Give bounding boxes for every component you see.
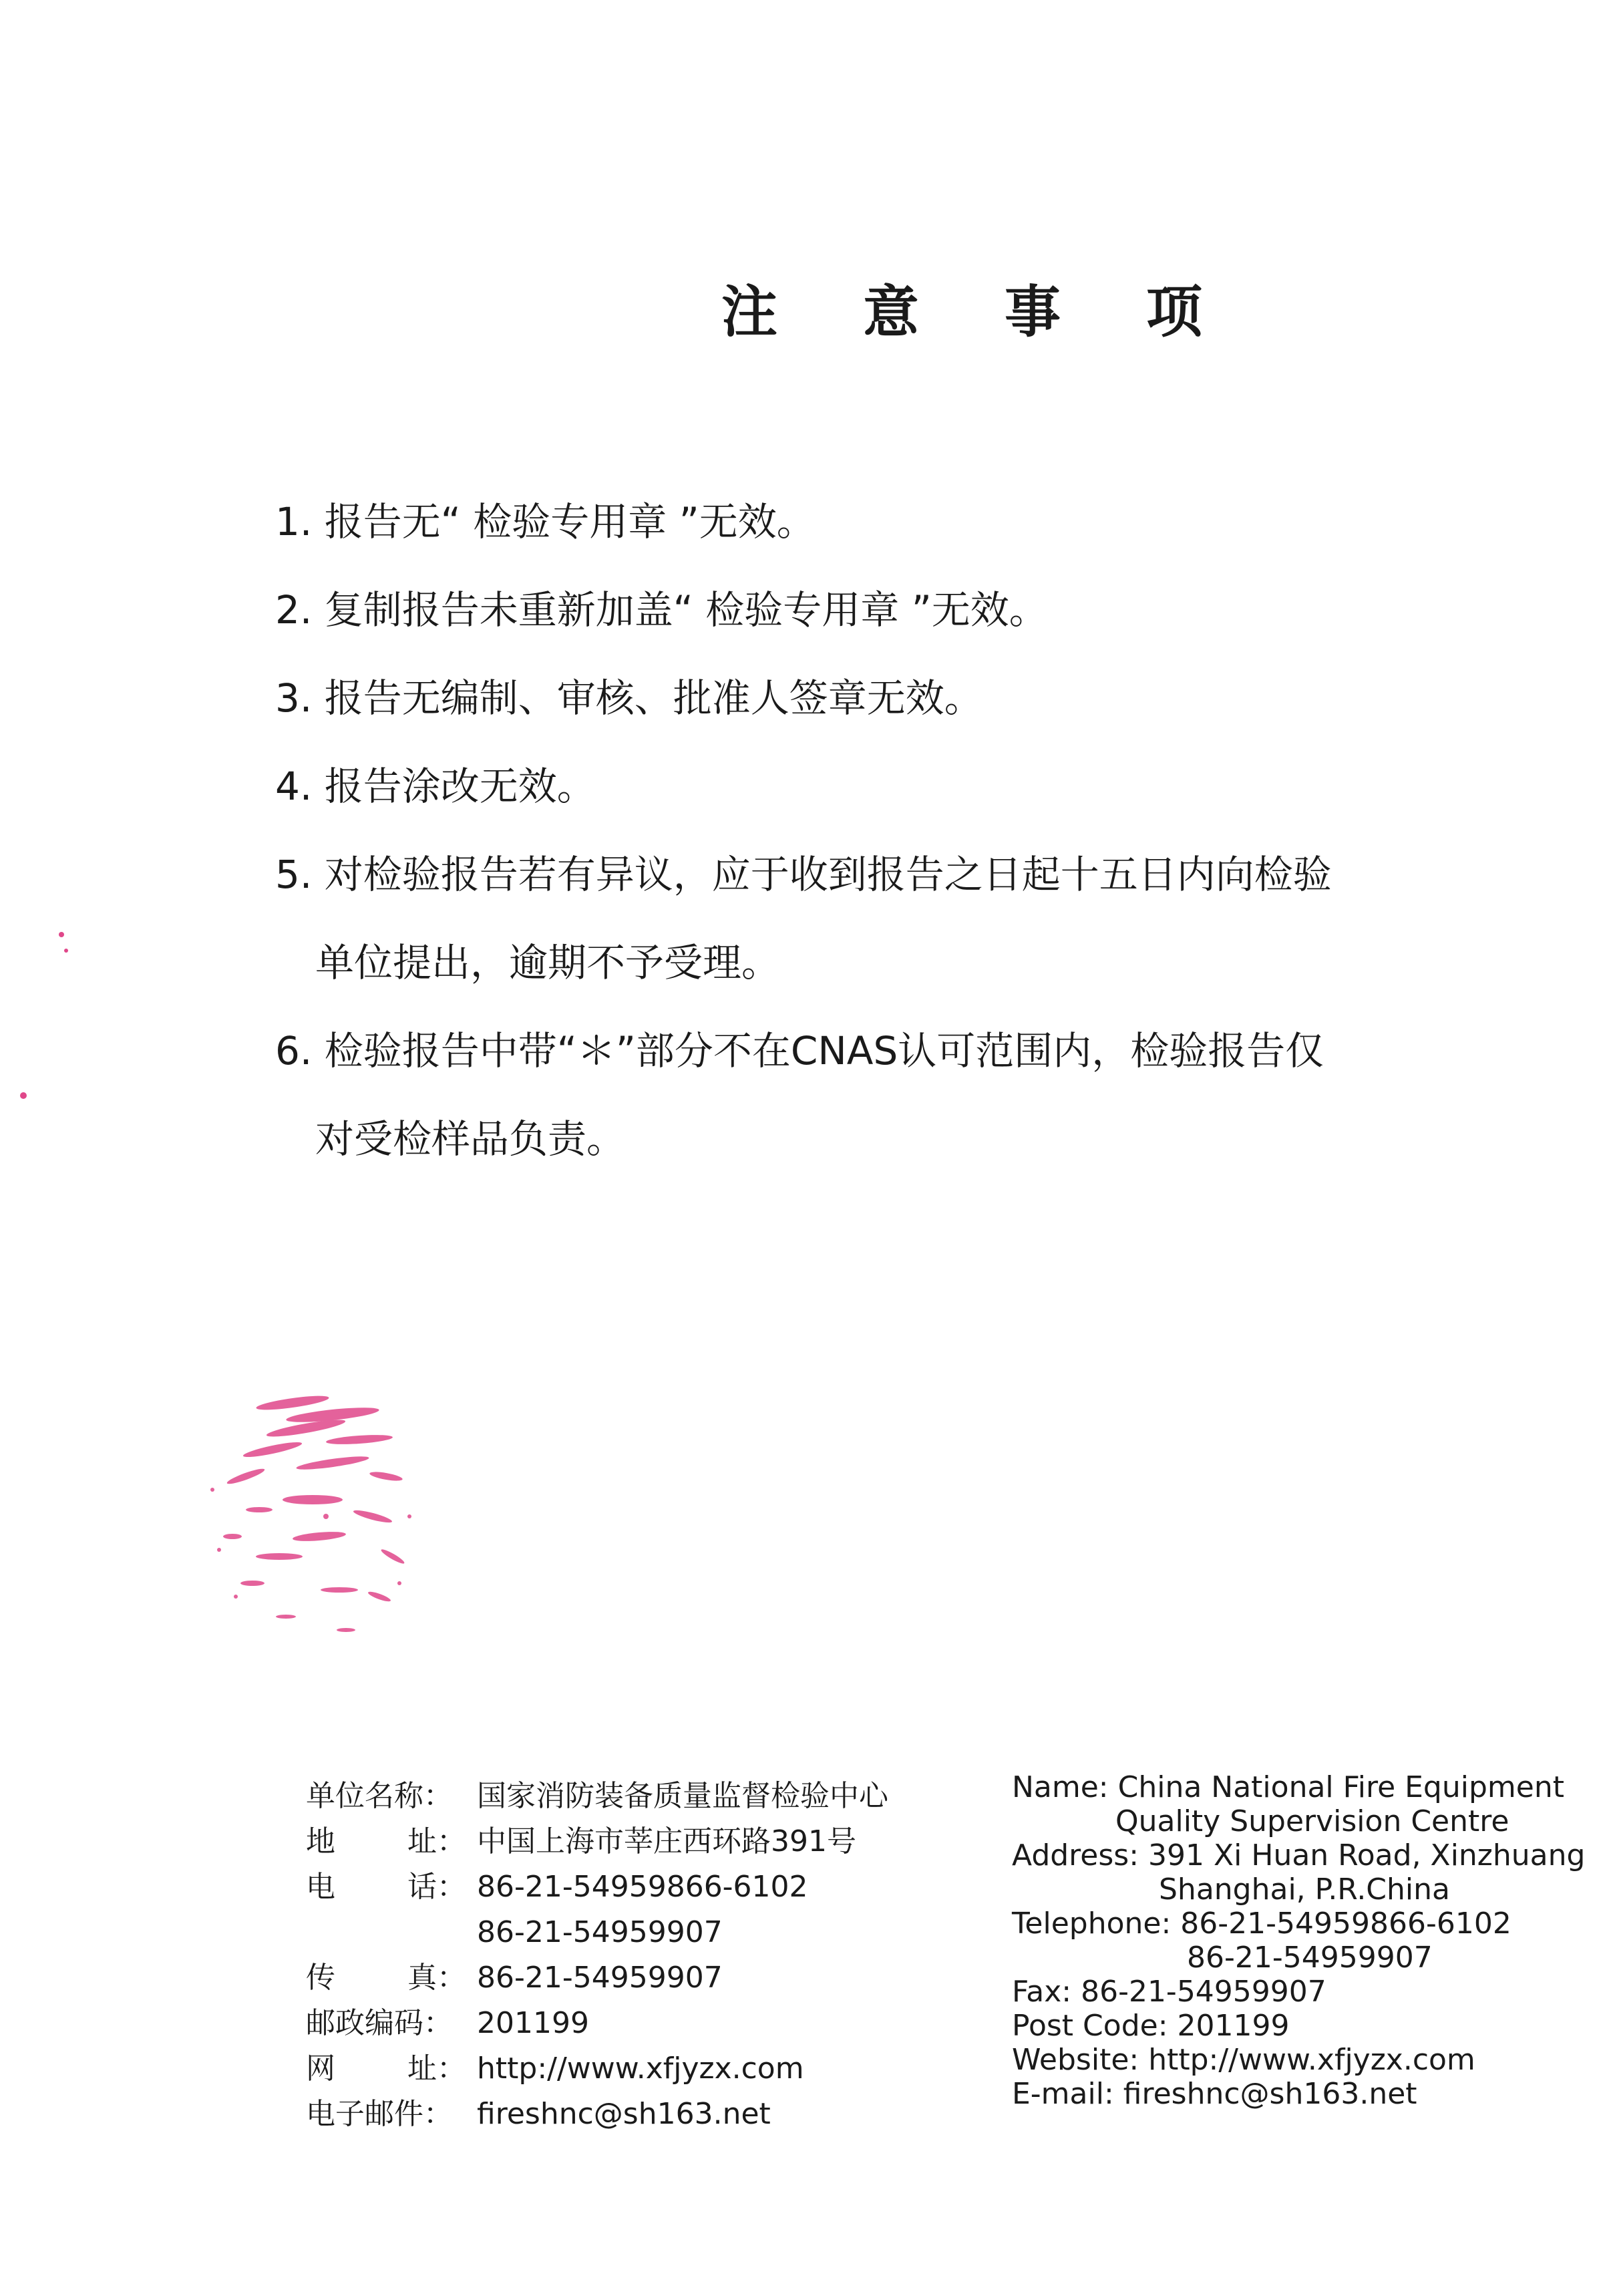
note-number: 3. xyxy=(275,675,313,721)
note-number: 5. xyxy=(275,852,313,897)
note-text: 复制报告未重新加盖“ 检验专用章 ”无效。 xyxy=(324,587,1048,633)
contact-info-chinese xyxy=(306,1774,888,2137)
contact-value: 国家消防装备质量监督检验中心 xyxy=(477,1779,888,1813)
contact-row xyxy=(306,2001,888,2046)
note-item xyxy=(275,1007,1531,1183)
contact-phone-cont: 86-21-54959907 xyxy=(1187,1941,1433,1975)
contact-row xyxy=(306,1774,888,1819)
contact-name: Name: China National Fire Equipment xyxy=(1012,1770,1564,1804)
note-number: 6. xyxy=(275,1028,313,1074)
note-item xyxy=(275,478,1531,566)
note-number: 2. xyxy=(275,587,313,633)
title-char: 事 xyxy=(1004,279,1061,345)
contact-info-english xyxy=(1012,1770,1585,2111)
contact-value: 86-21-54959866-6102 xyxy=(477,1870,808,1904)
note-text: 检验报告中带“＊”部分不在CNAS认可范围内，检验报告仅 xyxy=(324,1028,1324,1074)
note-item xyxy=(275,742,1531,830)
contact-row xyxy=(306,1819,888,1864)
stamp-mark xyxy=(59,932,64,937)
note-item xyxy=(275,830,1531,1007)
contact-row xyxy=(306,1955,888,2001)
note-text: 对检验报告若有异议，应于收到报告之日起十五日内向检验 xyxy=(324,852,1332,897)
contact-label: 电子邮件： xyxy=(306,2097,453,2131)
title-char: 意 xyxy=(862,279,919,345)
contact-address: Address: 391 Xi Huan Road, Xinzhuang xyxy=(1012,1838,1586,1872)
email-link[interactable]: fireshnc@sh163.net xyxy=(477,2097,771,2131)
note-number: 4. xyxy=(275,764,313,809)
contact-row xyxy=(306,2092,888,2137)
website-link[interactable]: Website: http://www.xfjyzx.com xyxy=(1012,2043,1475,2077)
note-text: 报告无编制、审核、批准人签章无效。 xyxy=(324,675,983,721)
contact-value: 中国上海市莘庄西环路391号 xyxy=(477,1824,856,1858)
note-item xyxy=(275,566,1531,654)
contact-fax: Fax: 86-21-54959907 xyxy=(1012,1975,1326,2009)
contact-label: 传 真： xyxy=(306,1961,466,1995)
contact-address-cont: Shanghai, P.R.China xyxy=(1159,1872,1450,1907)
title-char: 注 xyxy=(721,279,778,345)
note-continuation: 单位提出，逾期不予受理。 xyxy=(315,940,781,985)
contact-row xyxy=(306,2046,888,2092)
note-continuation: 对受检样品负责。 xyxy=(315,1116,626,1162)
contact-row xyxy=(306,1864,888,1910)
contact-label: 网 址： xyxy=(306,2052,466,2086)
contact-phone: Telephone: 86-21-54959866-6102 xyxy=(1012,1907,1511,1941)
stamp-mark xyxy=(64,949,68,953)
page-title xyxy=(721,267,1202,348)
contact-label: 单位名称： xyxy=(306,1779,453,1813)
note-number: 1. xyxy=(275,499,313,544)
contact-value: 86-21-54959907 xyxy=(477,1961,723,1995)
email-link[interactable]: E-mail: fireshnc@sh163.net xyxy=(1012,2077,1417,2111)
title-char: 项 xyxy=(1145,279,1202,345)
contact-row xyxy=(306,1910,888,1955)
contact-value: 86-21-54959907 xyxy=(477,1915,723,1949)
contact-label: 电 话： xyxy=(306,1870,466,1904)
stamp-mark xyxy=(20,1092,27,1099)
note-text: 报告涂改无效。 xyxy=(324,764,596,809)
contact-postcode: Post Code: 201199 xyxy=(1012,2009,1290,2043)
notes-list xyxy=(275,478,1531,1183)
contact-name-cont: Quality Supervision Centre xyxy=(1115,1804,1509,1838)
contact-value: 201199 xyxy=(477,2006,589,2040)
contact-label: 邮政编码： xyxy=(306,2006,453,2040)
website-link[interactable]: http://www.xfjyzx.com xyxy=(477,2052,804,2086)
note-item xyxy=(275,654,1531,742)
note-text: 报告无“ 检验专用章 ”无效。 xyxy=(324,499,816,544)
official-seal-stamp xyxy=(172,1383,466,1663)
contact-label: 地 址： xyxy=(306,1824,466,1858)
